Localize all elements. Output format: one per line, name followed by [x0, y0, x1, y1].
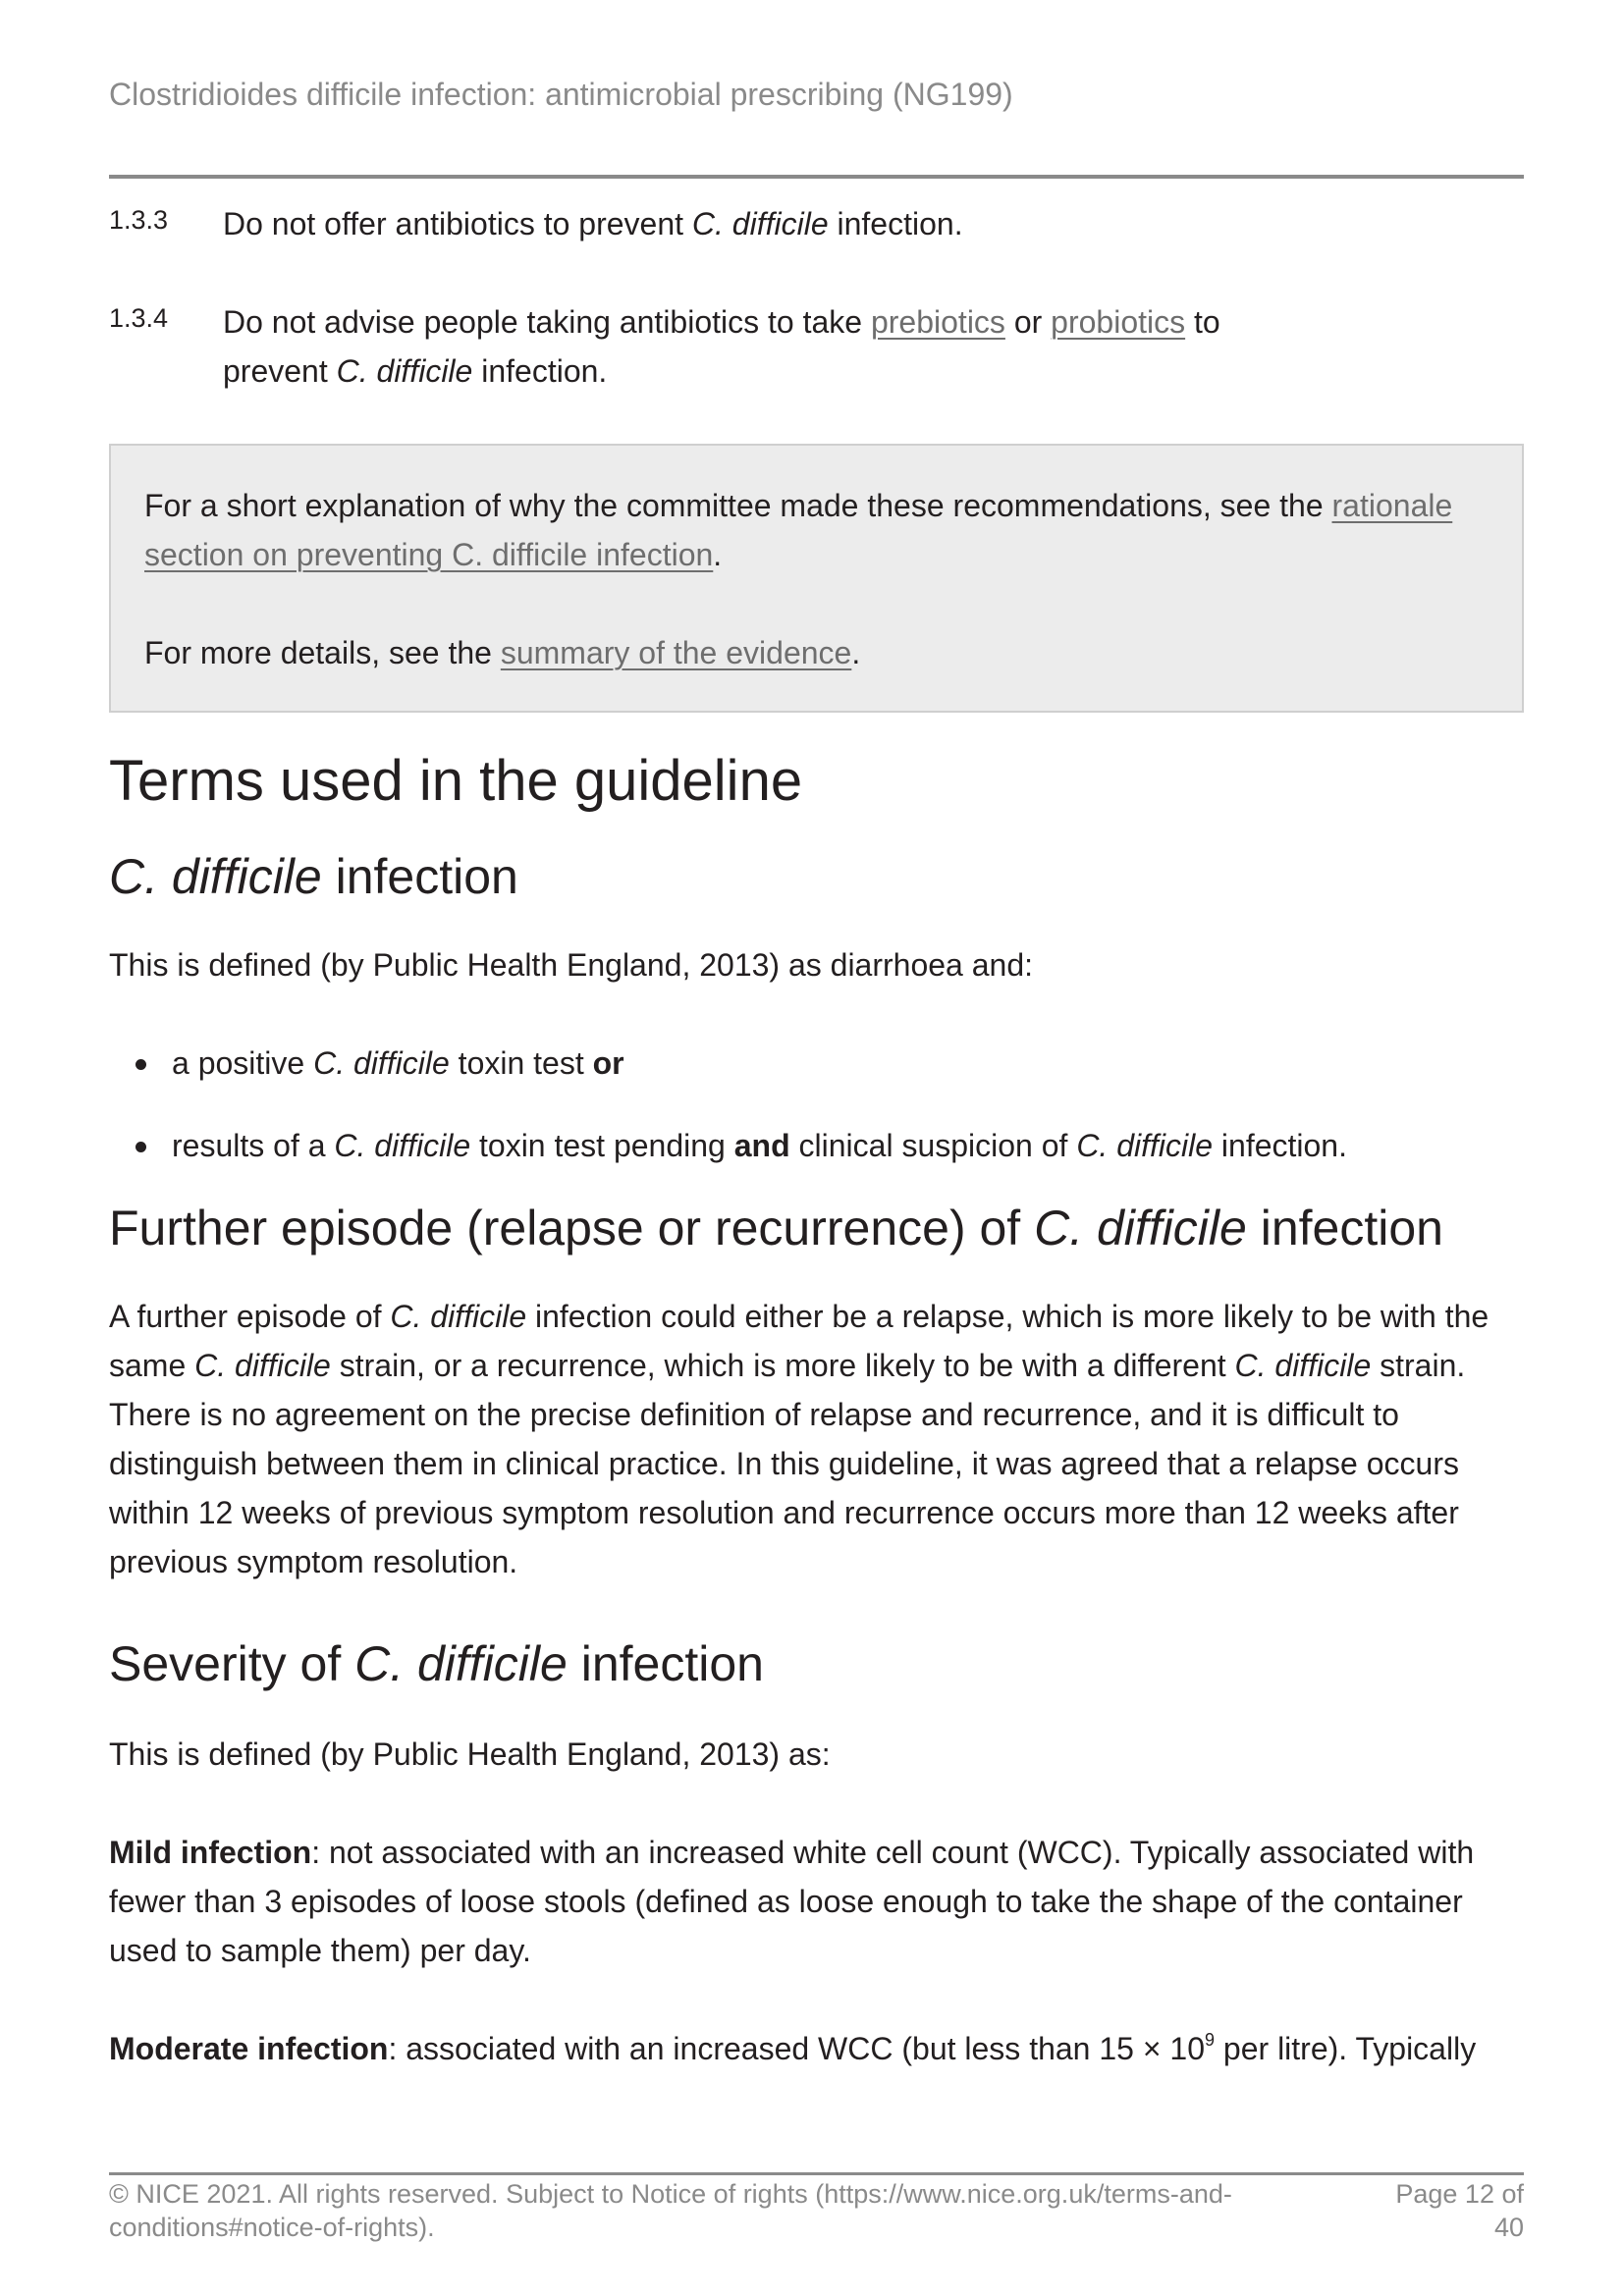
cdi-heading: C. difficile infection [109, 849, 518, 904]
footer-divider [109, 2172, 1524, 2175]
further-episode-paragraph: A further episode of C. difficile infection could either be a relapse, which is more likely to be with the same C. difficile strain, or a recurrence, which is more likely to be with a different C. difficile strain. There is no agreement on the precise definition of relapse and recurrence, and it is difficult to distinguish between them in clinical practice. In this guideline, it was agreed that a relapse occurs within 12 weeks of previous symptom resolution and recurrence occurs more than 12 weeks after previous symptom resolution. [109, 1299, 1489, 1579]
rationale-panel [109, 444, 1524, 713]
recommendation-number: 1.3.4 [109, 303, 169, 333]
rationale-paragraph: For a short explanation of why the committee made these recommendations, see the rationale section on preventing C. difficile infection. [144, 488, 1453, 572]
severity-intro: This is defined (by Public Health England, 2013) as: [109, 1736, 831, 1772]
list-item: a positive C. difficile toxin test or [109, 1039, 1347, 1088]
header-divider [109, 175, 1524, 179]
evidence-summary-link[interactable]: summary of the evidence [500, 635, 852, 670]
footer-rights-notice: © NICE 2021. All rights reserved. Subject to Notice of rights (https://www.nice.org.uk/terms-and-conditions#notice-of-rights). [109, 2179, 1232, 2242]
cdi-criteria-list [109, 1039, 1347, 1170]
recommendation-number: 1.3.3 [109, 205, 169, 235]
bullet-icon [135, 1142, 146, 1152]
probiotics-link[interactable]: probiotics [1051, 304, 1186, 340]
list-item: results of a C. difficile toxin test pending and clinical suspicion of C. difficile infection. [109, 1121, 1347, 1170]
cdi-definition-intro: This is defined (by Public Health England, 2013) as diarrhoea and: [109, 947, 1034, 983]
further-episode-heading: Further episode (relapse or recurrence) of C. difficile infection [109, 1201, 1443, 1255]
page-number: Page 12 of 40 [1395, 2179, 1524, 2242]
rationale-link[interactable]: rationale [1331, 488, 1453, 523]
recommendation-text: Do not offer antibiotics to prevent C. difficile infection. [223, 206, 963, 241]
prebiotics-link[interactable]: prebiotics [870, 304, 1005, 340]
recommendation-text: Do not advise people taking antibiotics to take prebiotics or probiotics to prevent C. difficile infection. [223, 304, 1220, 389]
severity-heading: Severity of C. difficile infection [109, 1636, 764, 1691]
document-header-title: Clostridioides difficile infection: antimicrobial prescribing (NG199) [109, 77, 1013, 112]
evidence-paragraph: For more details, see the summary of the evidence. [144, 635, 861, 670]
bullet-icon [135, 1059, 146, 1070]
rationale-link-continued[interactable]: section on preventing C. difficile infection [144, 537, 714, 572]
moderate-infection-definition: Moderate infection: associated with an increased WCC (but less than $15 \times 10^9$ per litre). Typically [109, 2030, 1477, 2066]
terms-heading: Terms used in the guideline [109, 749, 803, 813]
mild-infection-definition: Mild infection: not associated with an increased white cell count (WCC). Typically associated with fewer than 3 episodes of loose stools (defined as loose enough to take the shape of the container used to sample them) per day. [109, 1835, 1475, 1968]
